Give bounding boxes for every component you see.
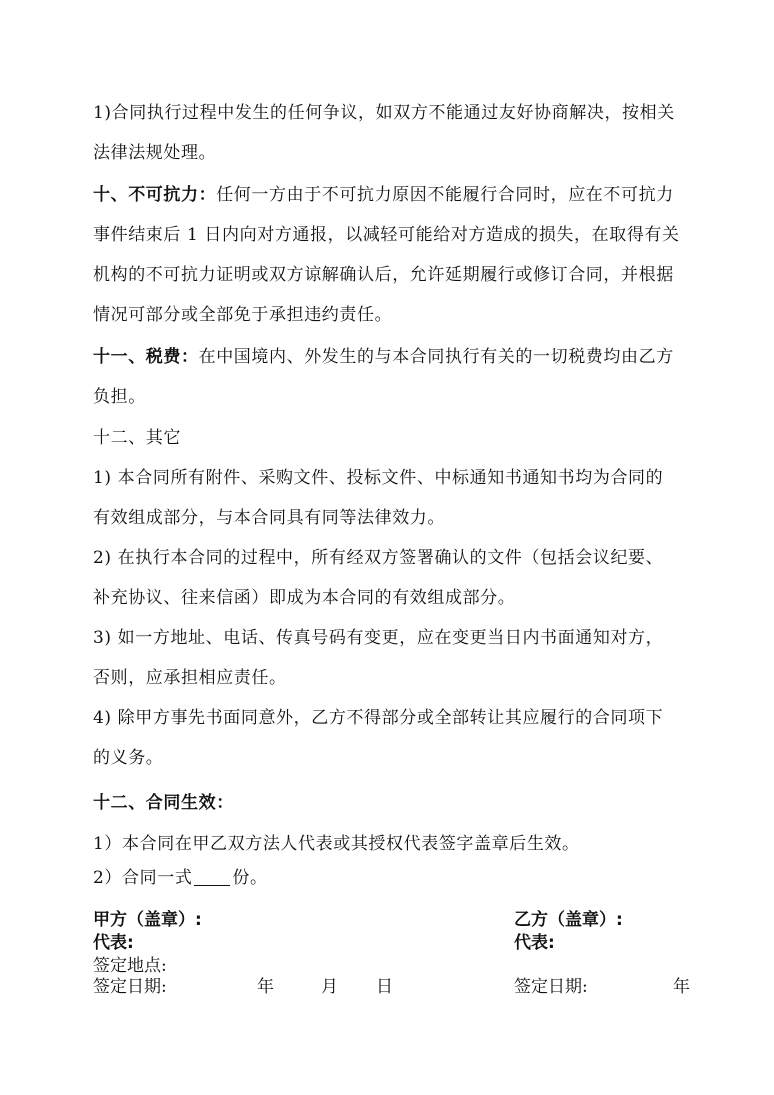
text-line: 1) 本合同所有附件、采购文件、投标文件、中标通知书通知书均为合同的 (93, 468, 664, 488)
tax-section (93, 337, 693, 417)
text-line (93, 175, 693, 215)
section-heading: 十、不可抗力： (93, 185, 217, 205)
signing-place-label: 签定地点: (93, 956, 167, 976)
party-a-representative: 代表: (93, 933, 134, 953)
signing-date-label-b: 签定日期: (514, 977, 588, 997)
text-line: 2) 在执行本合同的过程中，所有经双方签署确认的文件（包括会议纪要、 (93, 548, 664, 568)
party-b-label: 乙方（盖章）: (514, 910, 623, 930)
copies-blank[interactable] (194, 868, 230, 886)
section-heading: 十二、其它 (93, 428, 181, 448)
text-line (93, 864, 693, 898)
text-line: 事件结束后 1 日内向对方通报，以减轻可能给对方造成的损失，在取得有关 (93, 225, 680, 245)
text-line: 3) 如一方地址、电话、传真号码有变更，应在变更当日内书面通知对方， (93, 628, 664, 648)
text-line: 情况可部分或全部免于承担违约责任。 (93, 305, 393, 325)
date-year-a: 年 (257, 977, 274, 997)
effectiveness-heading-block (93, 783, 693, 823)
party-b-representative: 代表: (514, 933, 555, 953)
force-majeure-section (93, 175, 693, 335)
text-line (93, 337, 693, 377)
dispute-clause (93, 93, 693, 173)
text-line: 1）本合同在甲乙双方法人代表或其授权代表签字盖章后生效。 (93, 834, 580, 854)
text-line: 的义务。 (93, 748, 164, 768)
signing-date-label-a: 签定日期: (93, 977, 167, 997)
date-day-a: 日 (376, 977, 393, 997)
text-line: 机构的不可抗力证明或双方谅解确认后，允许延期履行或修订合同，并根据 (93, 265, 674, 285)
section-heading: 十一、税费： (93, 347, 199, 367)
party-a-label: 甲方（盖章）: (93, 910, 202, 930)
date-year-b: 年 (673, 977, 690, 997)
other-terms-section (93, 418, 693, 778)
text-line: 补充协议、往来信函）即成为本合同的有效组成部分。 (93, 588, 516, 608)
section-heading: 十二、合同生效： (93, 793, 234, 813)
effectiveness-items (93, 830, 693, 898)
date-month-a: 月 (321, 977, 338, 997)
text-line: 4) 除甲方事先书面同意外，乙方不得部分或全部转让其应履行的合同项下 (93, 708, 664, 728)
text-line: 1)合同执行过程中发生的任何争议，如双方不能通过友好协商解决，按相关 (93, 103, 675, 123)
text-span: 任何一方由于不可抗力原因不能履行合同时，应在不可抗力 (216, 185, 674, 205)
text-line: 法律法规处理。 (93, 143, 217, 163)
text-span: 在中国境内、外发生的与本合同执行有关的一切税费均由乙方 (198, 347, 674, 367)
text-span: 2）合同一式 (93, 868, 193, 888)
text-line: 有效组成部分，与本合同具有同等法律效力。 (93, 508, 445, 528)
text-line: 负担。 (93, 387, 146, 407)
text-line: 否则，应承担相应责任。 (93, 668, 287, 688)
text-span: 份。 (232, 868, 268, 888)
